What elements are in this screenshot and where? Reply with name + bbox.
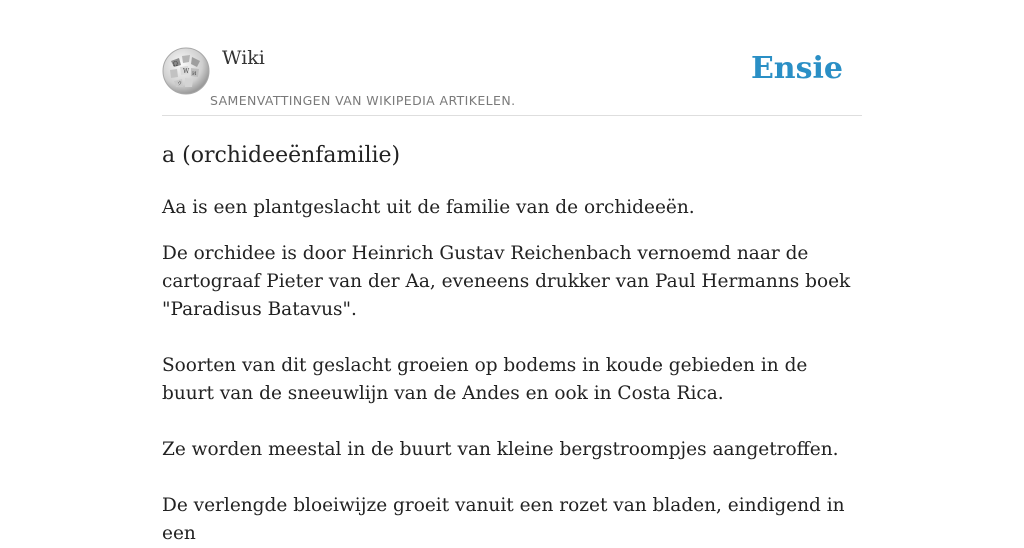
svg-text:И: И [192, 71, 197, 77]
article-paragraph: Ze worden meestal in de buurt van kleine bergstroompjes aangetroffen. [162, 439, 839, 460]
page [162, 0, 862, 548]
svg-text:Ω: Ω [173, 61, 178, 68]
article-paragraph: De verlengde bloeiwijze groeit vanuit een rozet van bladen, eindigend in een [162, 495, 845, 544]
article-paragraph: Soorten van dit geslacht groeien op bodems in koude gebieden in de buurt van de sneeuwlijn van de Andes en ook in Costa Rica. [162, 355, 808, 404]
article-title: a (orchideeënfamilie) [162, 143, 401, 168]
brand-logo-link[interactable]: Ensie [750, 51, 843, 86]
site-tagline: SAMENVATTINGEN VAN WIKIPEDIA ARTIKELEN. [210, 93, 516, 108]
svg-text:W: W [183, 68, 190, 75]
wikipedia-globe-icon[interactable] [162, 47, 210, 95]
wikipedia-globe-icon-graphic [162, 47, 210, 95]
article-paragraph: De orchidee is door Heinrich Gustav Reichenbach vernoemd naar de cartograaf Pieter van der Aa, eveneens drukker van Paul Hermanns boek "Paradisus Batavus". [162, 243, 851, 320]
svg-text:ウ: ウ [177, 81, 183, 87]
site-name[interactable]: Wiki [222, 47, 265, 69]
site-header [162, 0, 862, 116]
article-lead: Aa is een plantgeslacht uit de familie van de orchideeën. [162, 197, 695, 218]
